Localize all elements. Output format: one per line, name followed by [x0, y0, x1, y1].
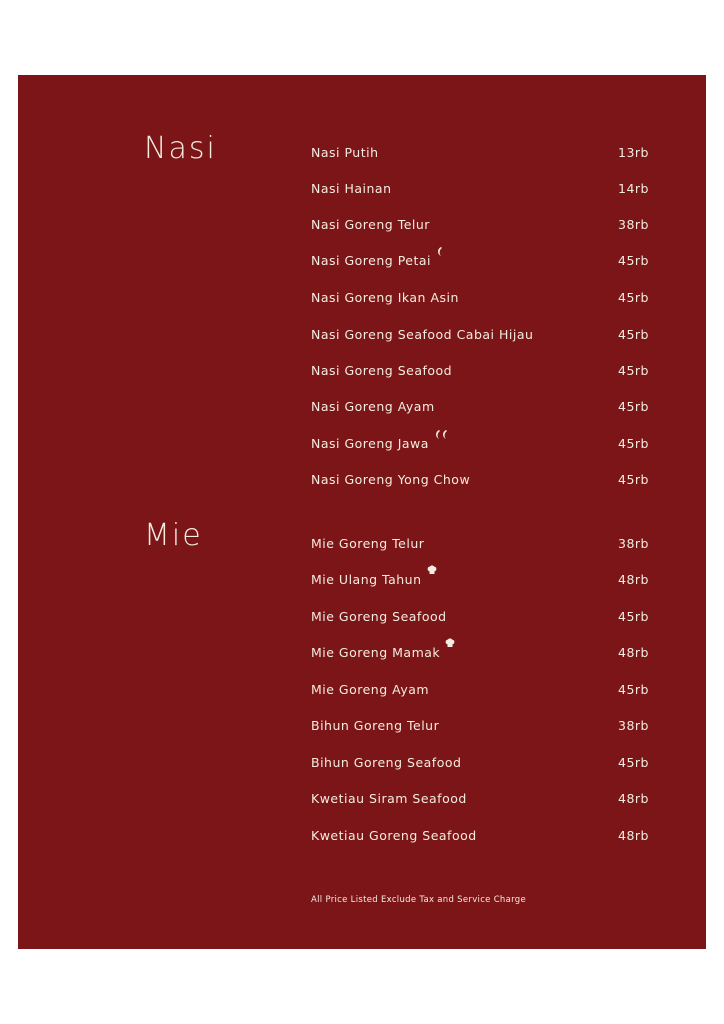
menu-item-price: 48rb	[618, 572, 649, 587]
menu-item-price: 38rb	[618, 718, 649, 733]
menu-item-price: 45rb	[618, 755, 649, 770]
menu-item	[311, 145, 649, 160]
menu-item	[311, 290, 649, 305]
menu-item-name: Nasi Putih	[311, 145, 379, 160]
section-title-nasi: Nasi	[144, 131, 217, 166]
menu-item-name: Nasi Goreng Seafood Cabai Hijau	[311, 327, 534, 342]
menu-item	[311, 572, 649, 587]
menu-item	[311, 791, 649, 806]
menu-item-name-group	[311, 290, 459, 305]
menu-item	[311, 472, 649, 487]
menu-item-name: Nasi Goreng Ikan Asin	[311, 290, 459, 305]
menu-item-name-group	[311, 755, 461, 770]
menu-item-name-group	[311, 436, 450, 451]
menu-item-name-group	[311, 363, 452, 378]
menu-item-price: 48rb	[618, 645, 649, 660]
menu-panel	[18, 75, 706, 949]
menu-item-name: Nasi Goreng Seafood	[311, 363, 453, 378]
menu-item-name: Kwetiau Goreng Seafood	[311, 828, 477, 843]
menu-item	[311, 755, 649, 770]
menu-item	[311, 536, 649, 551]
menu-item-price: 45rb	[618, 472, 649, 487]
section-title-mie: Mie	[144, 518, 203, 553]
chef-hat-icon	[445, 638, 455, 648]
menu-item-price: 48rb	[618, 828, 649, 843]
chef-hat-icon	[427, 565, 437, 575]
menu-item	[311, 645, 649, 660]
menu-item-name: Bihun Goreng Telur	[311, 718, 440, 733]
chili-icon	[436, 246, 445, 257]
menu-item-name-group	[311, 572, 437, 587]
menu-item-name-group	[311, 791, 467, 806]
menu-item-price: 48rb	[618, 791, 649, 806]
menu-item-price: 13rb	[618, 145, 649, 160]
menu-item-name-group	[311, 536, 424, 551]
menu-item-name: Nasi Goreng Petai	[311, 253, 432, 268]
menu-item-price: 45rb	[618, 436, 649, 451]
menu-item-name: Kwetiau Siram Seafood	[311, 791, 467, 806]
menu-item-name: Mie Goreng Seafood	[311, 609, 447, 624]
menu-item-name-group	[311, 645, 455, 660]
menu-item-name: Mie Goreng Ayam	[311, 682, 430, 697]
menu-item-name-group	[311, 327, 533, 342]
menu-item	[311, 718, 649, 733]
menu-item-name: Nasi Hainan	[311, 181, 392, 196]
menu-item	[311, 327, 649, 342]
menu-item-name-group	[311, 828, 477, 843]
menu-item-name-group	[311, 253, 445, 268]
menu-item	[311, 217, 649, 232]
menu-item-price: 45rb	[618, 363, 649, 378]
menu-item-name: Bihun Goreng Seafood	[311, 755, 462, 770]
menu-item-name: Nasi Goreng Telur	[311, 217, 430, 232]
menu-item	[311, 609, 649, 624]
menu-item-price: 14rb	[618, 181, 649, 196]
menu-item	[311, 399, 649, 414]
menu-item-name-group	[311, 145, 379, 160]
menu-item-name: Nasi Goreng Jawa	[311, 436, 429, 451]
menu-item-price: 45rb	[618, 290, 649, 305]
menu-item	[311, 828, 649, 843]
menu-item-name: Nasi Goreng Ayam	[311, 399, 435, 414]
menu-item-price: 45rb	[618, 609, 649, 624]
menu-item	[311, 682, 649, 697]
menu-item-name: Mie Goreng Mamak	[311, 645, 441, 660]
menu-item-price: 45rb	[618, 253, 649, 268]
menu-item	[311, 253, 649, 268]
menu-item-name-group	[311, 472, 470, 487]
menu-item-price: 45rb	[618, 327, 649, 342]
tax-footnote: All Price Listed Exclude Tax and Service Charge	[311, 895, 526, 905]
menu-item	[311, 436, 649, 451]
menu-item-price: 45rb	[618, 399, 649, 414]
menu-item-name-group	[311, 609, 447, 624]
menu-item-price: 45rb	[618, 682, 649, 697]
menu-item-name-group	[311, 682, 429, 697]
menu-item-name-group	[311, 399, 435, 414]
menu-item-name: Mie Ulang Tahun	[311, 572, 422, 587]
double-chili-icon	[434, 429, 450, 440]
menu-item-name: Mie Goreng Telur	[311, 536, 425, 551]
menu-item	[311, 363, 649, 378]
menu-item-name: Nasi Goreng Yong Chow	[311, 472, 471, 487]
menu-item	[311, 181, 649, 196]
menu-item-price: 38rb	[618, 536, 649, 551]
menu-item-name-group	[311, 718, 439, 733]
menu-item-name-group	[311, 217, 430, 232]
menu-item-name-group	[311, 181, 392, 196]
menu-item-price: 38rb	[618, 217, 649, 232]
